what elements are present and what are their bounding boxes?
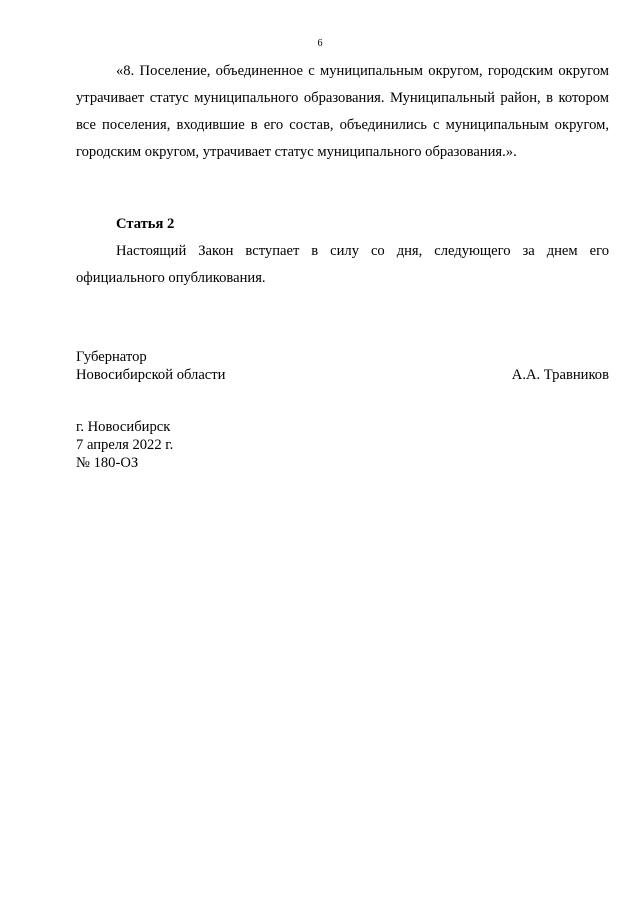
place-date-block [76,418,173,472]
signature-position-line-2: Новосибирской области [76,367,226,383]
article-2-title: Статья 2 [116,216,175,232]
paragraph-8: «8. Поселение, объединенное с муниципальным округом, городским округом утрачивает статус муниципального образования. Муниципальный район, в котором все поселения, входившие в его состав, объединились с муниципальным округом, городским округом, утрачивает статус муниципального образования.». [76,63,609,160]
signature-row [76,366,609,384]
signatory-name: А.А. Травников [511,367,609,383]
signature-block [76,348,609,384]
law-number: № 180-ОЗ [76,455,139,471]
signature-position-line-1: Губернатор [76,349,147,365]
page-number: 6 [317,38,323,49]
law-date: 7 апреля 2022 г. [76,437,174,453]
article-2-text: Настоящий Закон вступает в силу со дня, следующего за днем его официального опубликования. [76,243,609,286]
city: г. Новосибирск [76,419,171,435]
